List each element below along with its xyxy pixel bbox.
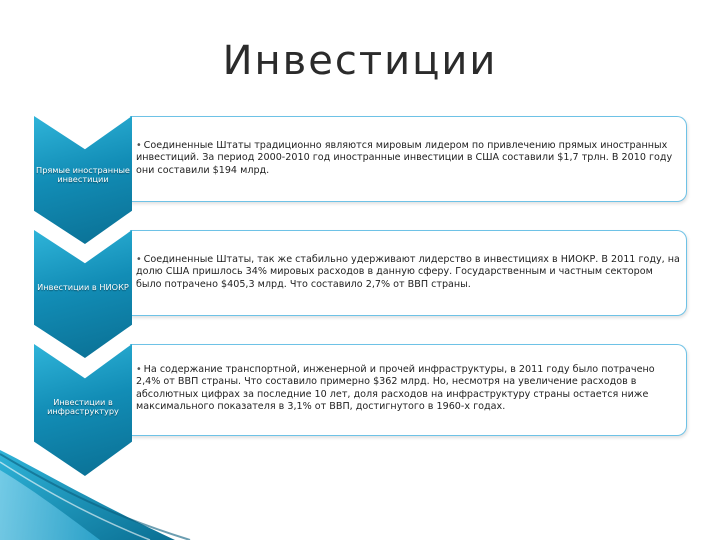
chevron-label-fdi: Прямые иностранные инвестиции xyxy=(36,165,130,185)
section-text-infrastructure xyxy=(136,364,680,413)
bullet-icon: • xyxy=(136,254,142,265)
section-text-fdi xyxy=(136,140,680,177)
bullet-icon: • xyxy=(136,140,142,151)
section-body-rnd: Соединенные Штаты, так же стабильно удерживают лидерство в инвестициях в НИОКР. В 2011 году, на долю США пришлось 34% мировых расходов в данную сферу. Государственным и частным сектором было потрачено $405,3 млрд. Что составило 2,7% от ВВП страны. xyxy=(136,254,680,290)
section-body-infrastructure: На содержание транспортной, инженерной и прочей инфраструктуры, в 2011 году было потрачено 2,4% от ВВП страны. Что составило примерно $362 млрд. Но, несмотря на увеличение расходов в абсолютных цифрах за последние 10 лет, доля расходов на инфраструктуру страны остается ниже максимального показателя в 3,1% от ВВП, достигнутого в 1960-х годах. xyxy=(136,364,655,412)
chevron-label-infrastructure: Инвестиции в инфраструктуру xyxy=(47,397,119,417)
chevron-rnd xyxy=(34,230,132,358)
chevron-label-rnd: Инвестиции в НИОКР xyxy=(37,282,129,292)
slide-title: Инвестиции xyxy=(222,38,498,84)
section-text-rnd xyxy=(136,254,680,291)
section-body-fdi: Соединенные Штаты традиционно являются мировым лидером по привлечению прямых иностранных инвестиций. За период 2000-2010 год иностранные инвестиции в США составили $1,7 трлн. В 2010 году они составили $194 млрд. xyxy=(136,140,673,176)
bullet-icon: • xyxy=(136,364,142,375)
corner-decoration xyxy=(0,450,720,540)
